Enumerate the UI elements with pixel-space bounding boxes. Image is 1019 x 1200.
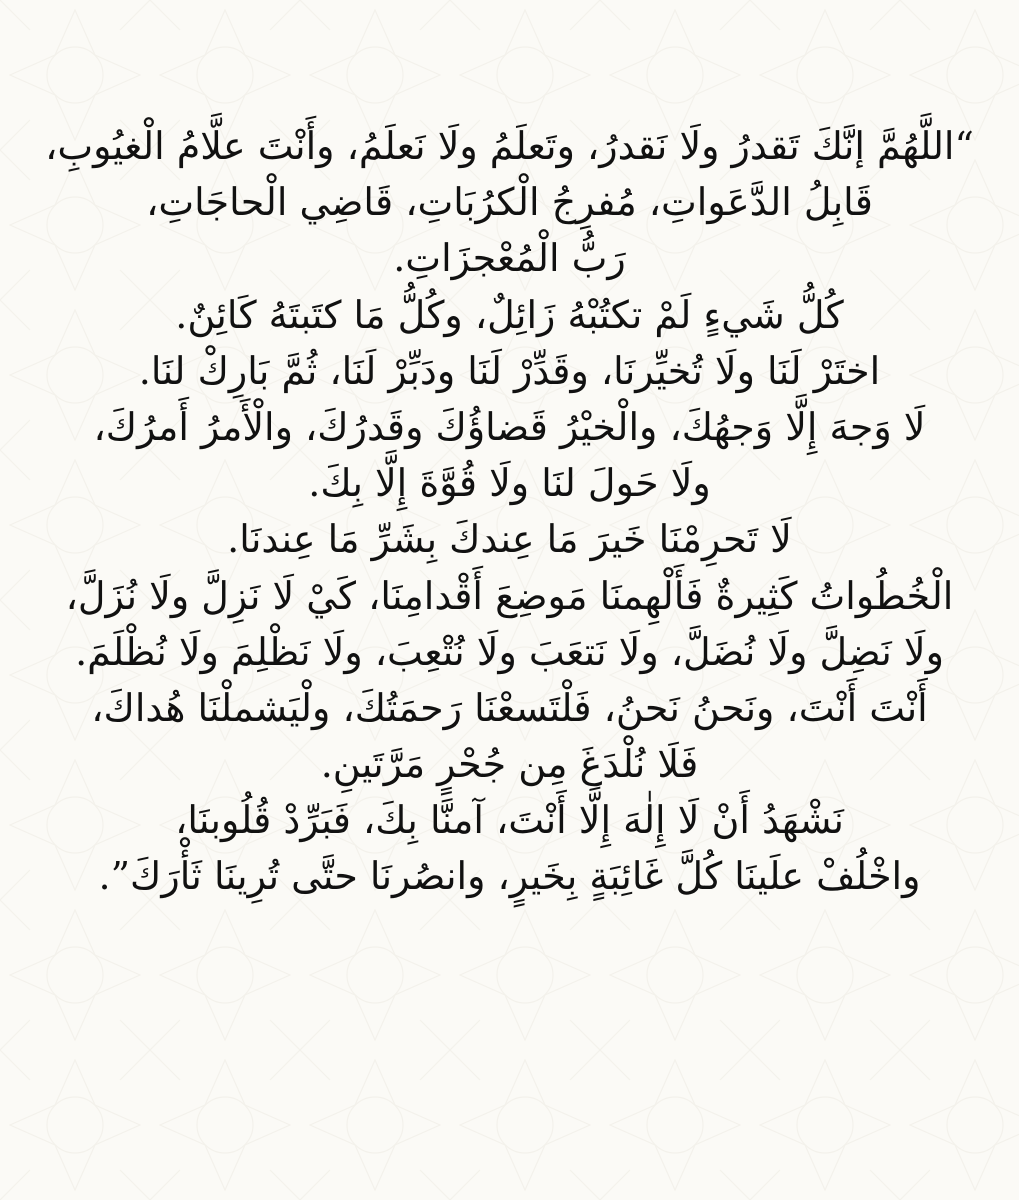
dua-line-13: نَشْهَدُ أَنْ لَا إِلٰهَ إِلَّا أَنْتَ، آمنَّا بِكَ، فَبَرِّدْ قُلُوبنَا،: [175, 798, 844, 843]
dua-line-7: ولَا حَولَ لنَا ولَا قُوَّةَ إِلَّا بِكَ.: [308, 461, 711, 506]
dua-line-12: فَلَا نُلْدَغَ مِن جُحْرٍ مَرَّتَينِ.: [320, 742, 699, 787]
dua-line-4: كُلُّ شَيءٍ لَمْ تكتُبْهُ زَائِلٌ، وكُلُّ مَا كتَبتَهُ كَائِنٌ.: [175, 292, 844, 337]
dua-line-11: أَنْتَ أَنْتَ، ونَحنُ نَحنُ، فَلْتَسعْنَا رَحمَتُكَ، ولْيَشملْنَا هُداكَ،: [91, 685, 928, 730]
dua-line-3: رَبُّ الْمُعْجزَاتِ.: [393, 236, 626, 281]
dua-line-14: واخْلُفْ علَينَا كُلَّ غَائِبَةٍ بِخَيرٍ، وانصُرنَا حتَّى تُرِينَا ثَأْرَكَ”.: [98, 854, 921, 899]
dua-line-1: “اللَّهُمَّ إنَّكَ تَقدرُ ولَا نَقدرُ، وتَعلَمُ ولَا نَعلَمُ، وأَنْتَ علَّامُ الْغيُوبِ،: [45, 124, 974, 168]
dua-line-8: لَا تَحرِمْنَا خَيرَ مَا عِندكَ بِشَرِّ مَا عِندنَا.: [227, 517, 792, 562]
dua-line-2: قَابِلُ الدَّعَواتِ، مُفرِجُ الْكرُبَاتِ، قَاضِي الْحاجَاتِ،: [146, 180, 873, 225]
dua-text-block: [30, 118, 989, 905]
dua-line-9: الْخُطُواتُ كَثِيرةٌ فَأَلْهِمنَا مَوضِعَ أَقْدامِنَا، كَيْ لَا نَزِلَّ ولَا نُزَلَّ،: [65, 573, 954, 618]
dua-line-5: اختَرْ لَنَا ولَا تُخيِّرنَا، وقَدِّرْ لَنَا ودَبِّرْ لَنَا، ثُمَّ بَارِكْ لنَا.: [138, 348, 881, 393]
dua-line-10: ولَا نَضِلَّ ولَا نُضَلَّ، ولَا نَتعَبَ ولَا نُتْعِبَ، ولَا نَظْلِمَ ولَا نُظْلَمَ.: [75, 629, 944, 674]
dua-line-6: لَا وَجهَ إِلَّا وَجهُكَ، والْخيْرُ قَضاؤُكَ وقَدرُكَ، والْأَمرُ أَمرُكَ،: [93, 404, 926, 449]
